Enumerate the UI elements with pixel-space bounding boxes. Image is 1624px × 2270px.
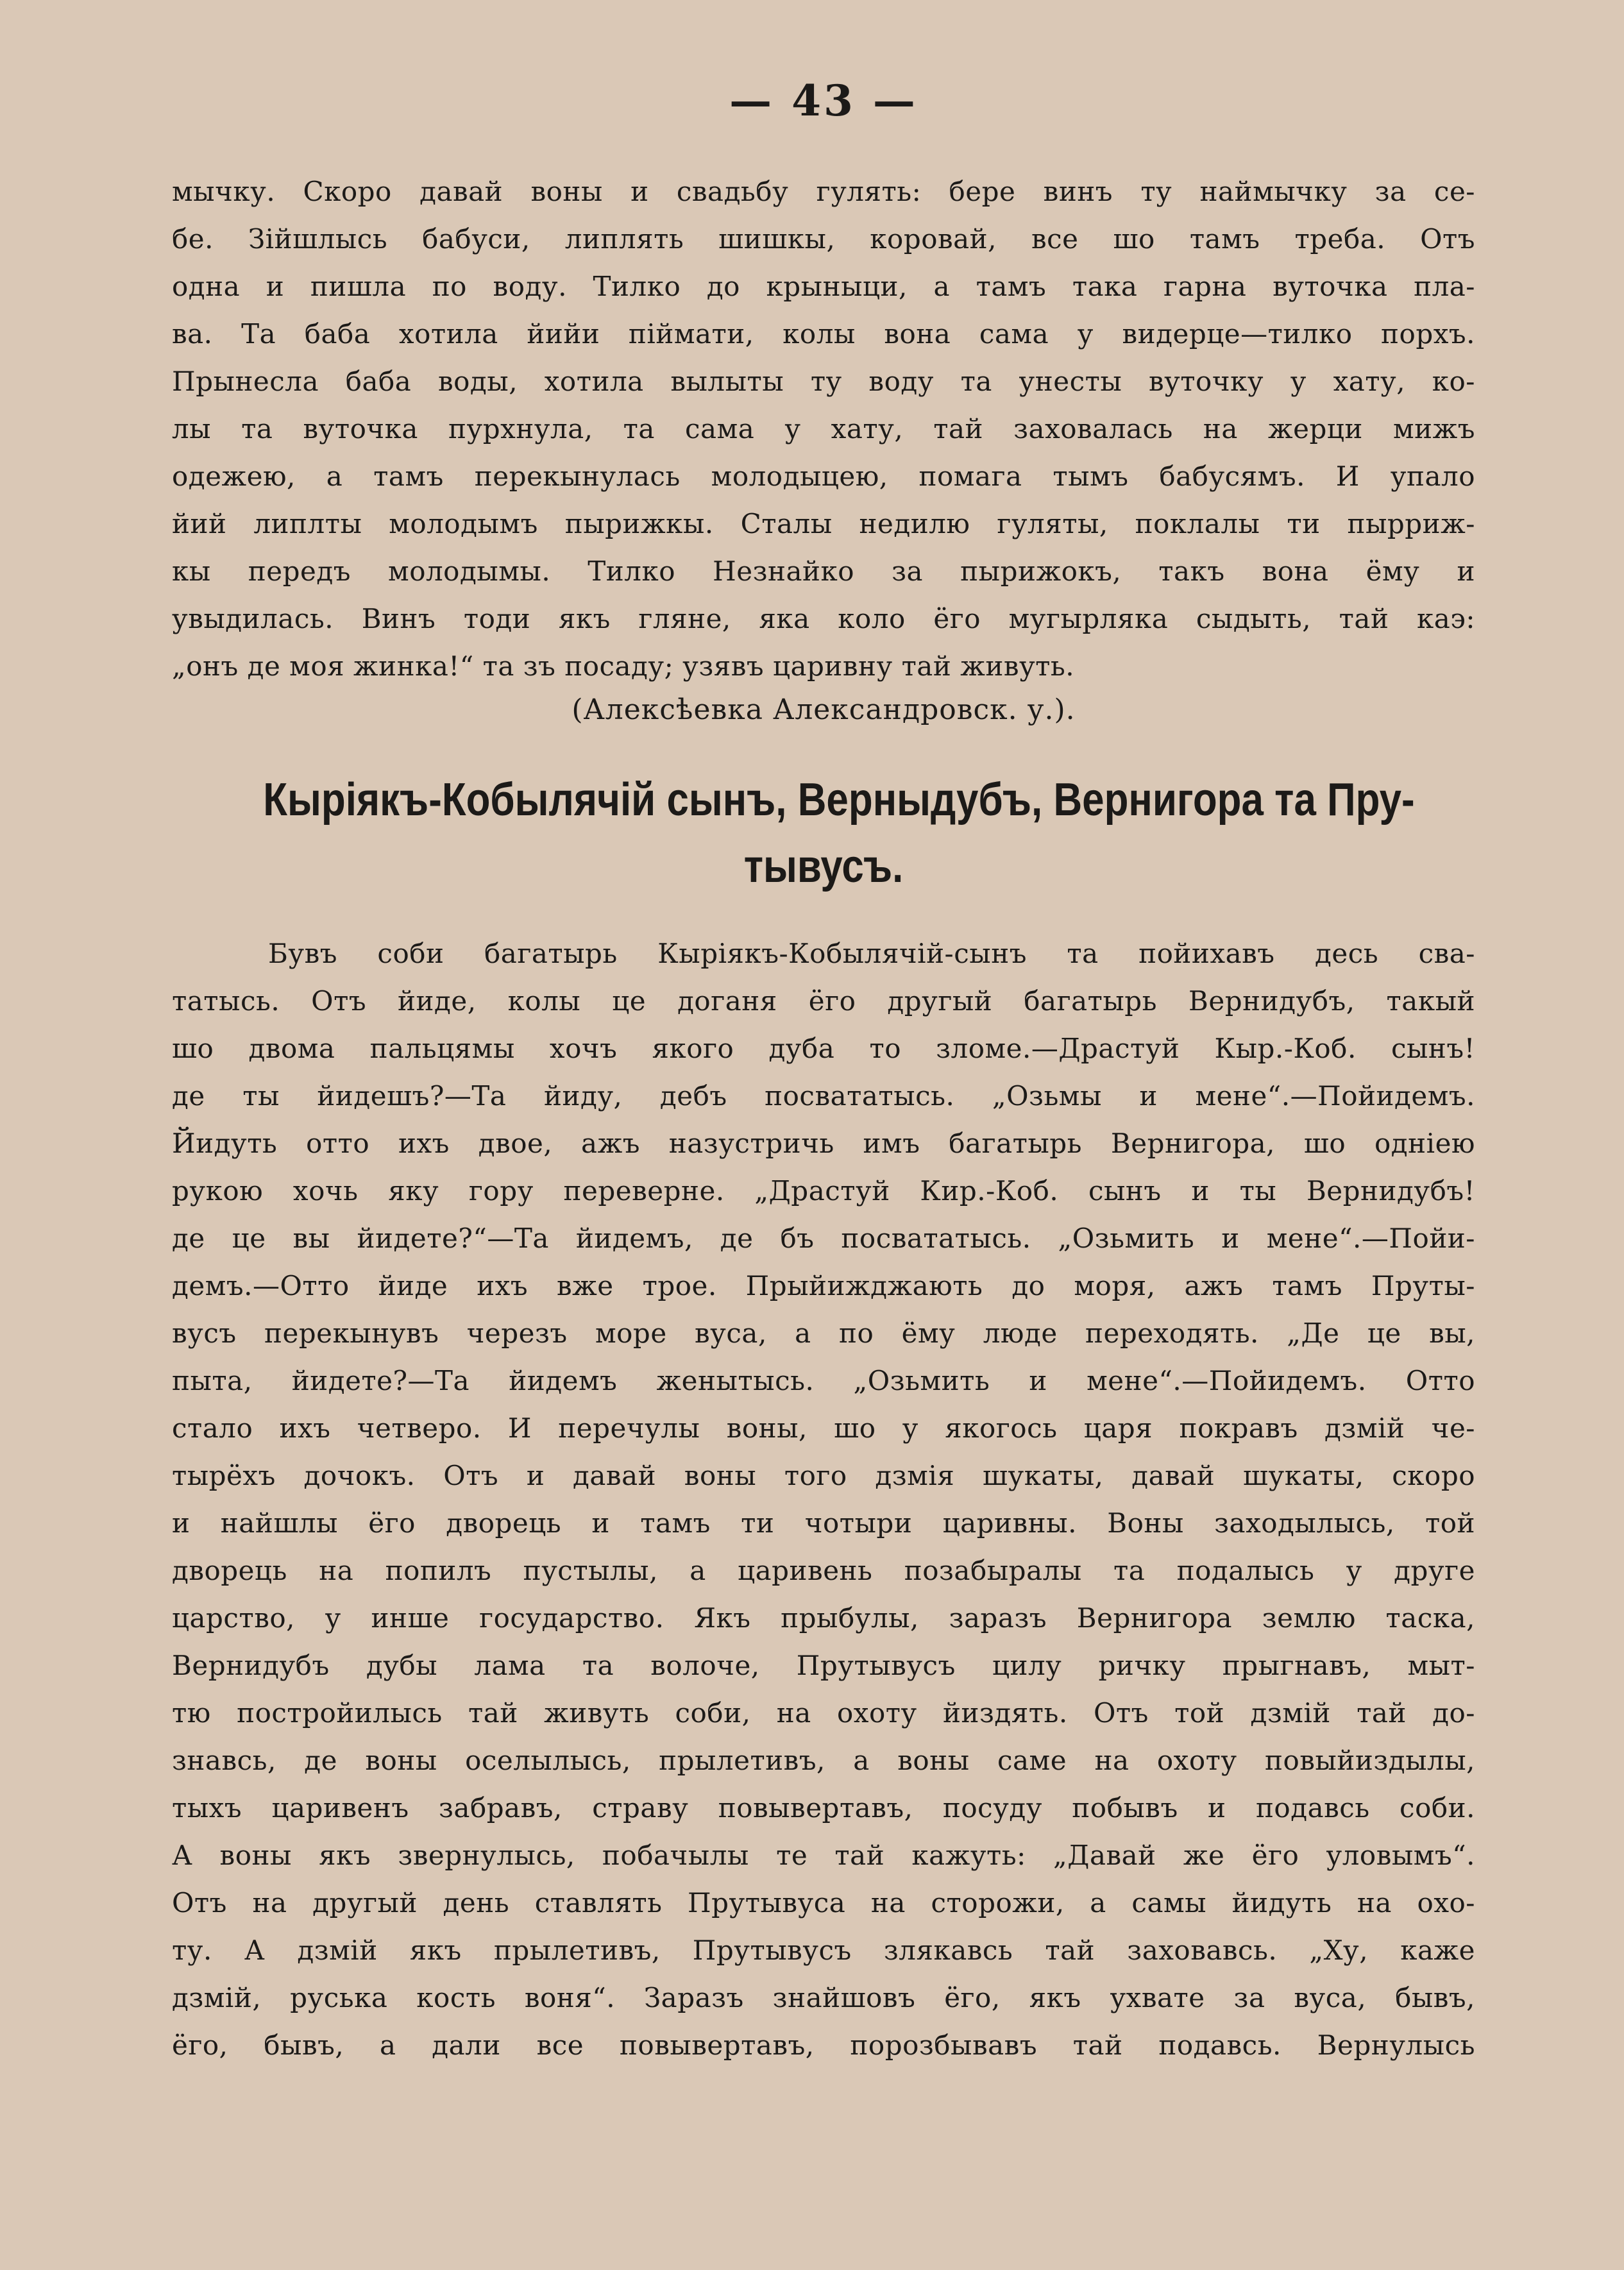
text-line: шо двома пальцямы хочъ якого дуба то зломе.—Драстуй Кыр.-Коб. сынъ! xyxy=(172,1033,1475,1064)
text-line: вусъ перекынувъ черезъ море вуса, а по ёму люде переходять. „Де це вы, xyxy=(172,1317,1475,1349)
text-line: Бувъ соби багатырь Кыріякъ-Кобылячій-сынъ та пойихавъ десь сва- xyxy=(268,938,1475,969)
text-line: „онъ де моя жинка!“ та зъ посаду; узявъ царивну тай живуть. xyxy=(172,650,1075,682)
title-line: Кыріякъ-Кобылячій сынъ, Верныдубъ, Вернигора та Пру- xyxy=(263,774,1415,826)
text-line: рукою хочь яку гору переверне. „Драстуй Кир.-Коб. сынъ и ты Вернидубъ! xyxy=(172,1175,1475,1207)
source-citation: (Алексѣевка Александровск. у.). xyxy=(571,693,1076,726)
text-line: демъ.—Отто йиде ихъ вже трое. Прыйижджають до моря, ажъ тамъ Пруты- xyxy=(172,1270,1475,1301)
text-line: знавсь, де воны оселылысь, прылетивъ, а воны саме на охоту повыйиздылы, xyxy=(172,1745,1475,1776)
text-line: ёго, бывъ, а дали все повывертавъ, порозбывавъ тай подавсь. Вернулысь xyxy=(172,2029,1475,2061)
text-line: бе. Зійшлысь бабуси, липлять шишкы, коровай, все шо тамъ треба. Отъ xyxy=(172,223,1475,255)
text-line: царство, у инше государство. Якъ прыбулы, заразъ Вернигора землю таска, xyxy=(172,1602,1475,1634)
story-title xyxy=(263,767,1415,900)
text-line: татысь. Отъ йиде, колы це доганя ёго другый багатырь Вернидубъ, такый xyxy=(172,985,1475,1017)
text-line: пыта, йидете?—Та йидемъ женытысь. „Озьмить и мене“.—Пойидемъ. Отто xyxy=(172,1365,1475,1396)
text-line: дзмій, руська кость воня“. Заразъ знайшовъ ёго, якъ ухвате за вуса, бывъ, xyxy=(172,1982,1475,2013)
text-line: де це вы йидете?“—Та йидемъ, де бъ посвататысь. „Озьмить и мене“.—Пойи- xyxy=(172,1223,1475,1254)
text-line: А воны якъ звернулысь, побачылы те тай кажуть: „Давай же ёго уловымъ“. xyxy=(172,1840,1475,1871)
text-line: мычку. Скоро давай воны и свадьбу гулять: бере винъ ту наймычку за се- xyxy=(172,176,1475,207)
text-line: тыхъ царивенъ забравъ, страву повывертавъ, посуду побывъ и подавсь соби. xyxy=(172,1792,1475,1824)
text-line: Йидуть отто ихъ двое, ажъ назустричь имъ багатырь Вернигора, шо одніею xyxy=(172,1128,1475,1159)
text-line: Отъ на другый день ставлять Прутывуса на сторожи, а самы йидуть на охо- xyxy=(172,1887,1475,1918)
text-line: тырёхъ дочокъ. Отъ и давай воны того дзмія шукаты, давай шукаты, скоро xyxy=(172,1460,1475,1491)
title-line: тывусъ. xyxy=(743,841,904,892)
text-line: кы передъ молодымы. Тилко Незнайко за пырижокъ, такъ вона ёму и xyxy=(172,555,1475,587)
page-number: — 43 — xyxy=(729,76,918,126)
text-line: йий липлты молодымъ пырижкы. Сталы недилю гуляты, поклалы ти пырриж- xyxy=(172,508,1475,539)
text-line: тю постройилысь тай живуть соби, на охоту йиздять. Отъ той дзмій тай до- xyxy=(172,1697,1475,1729)
text-line: увыдилась. Винъ тоди якъ гляне, яка коло ёго мугырляка сыдыть, тай каэ: xyxy=(172,603,1475,634)
text-line: дворець на попилъ пустылы, а царивень позабыралы та подалысь у друге xyxy=(172,1555,1475,1586)
paragraph-2 xyxy=(172,930,1475,2069)
text-line: ва. Та баба хотила йийи піймати, колы вона сама у видерце—тилко порхъ. xyxy=(172,318,1475,350)
paragraph-1 xyxy=(172,168,1475,690)
text-line: одежею, а тамъ перекынулась молодыцею, помага тымъ бабусямъ. И упало xyxy=(172,461,1475,492)
text-line: ту. А дзмій якъ прылетивъ, Прутывусъ злякавсь тай заховавсь. „Ху, каже xyxy=(172,1935,1475,1966)
text-line: стало ихъ четверо. И перечулы воны, шо у якогось царя покравъ дзмій че- xyxy=(172,1412,1475,1444)
text-line: Прынесла баба воды, хотила вылыты ту воду та унесты вуточку у хату, ко- xyxy=(172,366,1475,397)
text-line: Вернидубъ дубы лама та волоче, Прутывусъ цилу ричку прыгнавъ, мыт- xyxy=(172,1650,1475,1681)
text-line: лы та вуточка пурхнула, та сама у хату, тай заховалась на жерци мижъ xyxy=(172,413,1475,445)
text-line: де ты йидешъ?—Та йиду, дебъ посвататысь. „Озьмы и мене“.—Пойидемъ. xyxy=(172,1080,1475,1112)
text-line: и найшлы ёго дворець и тамъ ти чотыри царивны. Воны заходылысь, той xyxy=(172,1507,1475,1539)
text-line: одна и пишла по воду. Тилко до крыныци, а тамъ така гарна вуточка пла- xyxy=(172,271,1475,302)
